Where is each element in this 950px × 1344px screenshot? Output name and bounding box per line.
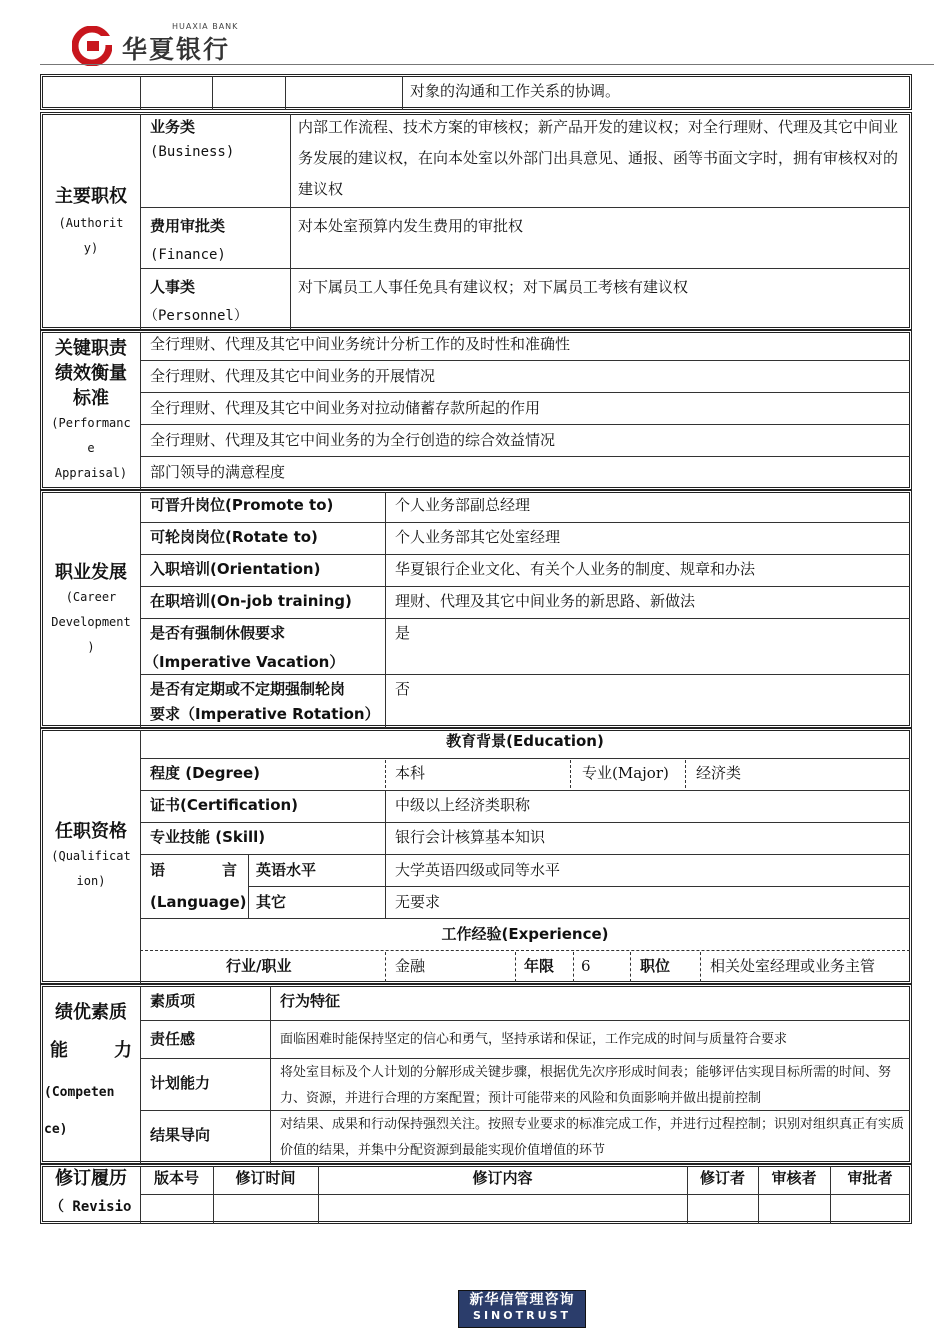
finance-label-en: (Finance) (150, 247, 226, 263)
business-label-en: (Business) (150, 144, 235, 160)
years-value: 6 (581, 957, 591, 975)
sinotrust-logo (458, 1290, 586, 1328)
rotate-value: 个人业务部其它处室经理 (395, 528, 561, 546)
rotation-label-en: 要求（Imperative Rotation） (150, 705, 380, 723)
orientation-label: 入职培训(Orientation) (150, 560, 321, 578)
onjob-value: 理财、代理及其它中间业务的新思路、新做法 (395, 592, 696, 610)
kpi-title: 关键职责 绩效衡量 标准 (55, 338, 127, 409)
major-value: 经济类 (696, 764, 742, 782)
finance-label: 费用审批类 (150, 217, 226, 235)
competence-row-name: 责任感 (150, 1030, 196, 1048)
document-header (72, 20, 940, 68)
skill-value: 银行会计核算基本知识 (395, 828, 546, 846)
competence-row-name: 计划能力 (150, 1074, 211, 1092)
revision-title: 修订履历 (55, 1168, 127, 1189)
qualification-title-en: (Qualificat ion) (51, 849, 131, 888)
other-value: 无要求 (395, 893, 441, 911)
competence-col-behavior: 行为特征 (280, 992, 341, 1010)
degree-value: 本科 (395, 764, 426, 782)
language-label: 言 (222, 861, 238, 879)
top-row-text: 对象的沟通和工作关系的协调。 (410, 82, 621, 100)
kpi-title-en: (Performanc e Appraisal) (51, 416, 131, 480)
revision-header-time: 修订时间 (235, 1169, 296, 1187)
experience-header: 工作经验(Experience) (441, 925, 609, 943)
header-divider (40, 64, 934, 65)
major-label: 专业(Major) (582, 764, 669, 782)
competence-title: 绩优素质 (55, 1002, 127, 1023)
kpi-item: 全行理财、代理及其它中间业务的开展情况 (150, 367, 436, 385)
personnel-text: 对下属员工人事任免具有建议权；对下属员工考核有建议权 (298, 278, 689, 296)
career-title-en: (Career Development ) (51, 590, 131, 654)
competence-row-text: 将处室目标及个人计划的分解形成关键步骤，根据优先次序形成时间表；能够评估实现目标所需的时间、努力、资源，并进行合理的方案配置；预计可能带来的风险和负面影响并做出提前控制 (280, 1065, 892, 1106)
cert-label: 证书(Certification) (150, 796, 299, 814)
english-value: 大学英语四级或同等水平 (395, 861, 561, 879)
revision-header-reviewer: 审核者 (771, 1169, 817, 1187)
education-header: 教育背景(Education) (446, 732, 604, 750)
rotate-label: 可轮岗岗位(Rotate to) (150, 528, 318, 546)
revision-title-en: （ Revisio (50, 1199, 132, 1215)
kpi-item: 全行理财、代理及其它中间业务统计分析工作的及时性和准确性 (150, 335, 571, 353)
competence-row-text: 对结果、成果和行动保持强烈关注。按照专业要求的标准完成工作，并进行过程控制；识别对组织真正有实质价值的结果，并集中分配资源到最能实现价值增值的环节 (280, 1117, 905, 1158)
huaxia-bank-logo-icon (72, 26, 112, 66)
language-label: 语 (150, 861, 166, 879)
revision-header-reviser: 修订者 (699, 1169, 745, 1187)
position-value: 相关处室经理或业务主管 (710, 957, 876, 975)
other-label: 其它 (256, 893, 287, 911)
qualification-title: 任职资格 (55, 821, 127, 842)
vacation-value: 是 (395, 624, 411, 642)
authority-title: 主要职权 (55, 186, 127, 207)
english-label: 英语水平 (256, 861, 317, 879)
bank-name-cn: 华夏银行 (122, 35, 231, 64)
years-label: 年限 (524, 957, 555, 975)
sinotrust-logo-cn: 新华信管理咨询 (469, 1292, 575, 1308)
revision-header-content: 修订内容 (472, 1169, 533, 1187)
degree-label: 程度 (Degree) (150, 764, 261, 782)
skill-label: 专业技能 (Skill) (150, 828, 266, 846)
orientation-value: 华夏银行企业文化、有关个人业务的制度、规章和办法 (395, 560, 756, 578)
rotation-label: 是否有定期或不定期强制轮岗 (150, 680, 346, 698)
onjob-label: 在职培训(On-job training) (150, 592, 352, 610)
competence-title-2: 能 力 (50, 1040, 132, 1061)
business-text: 内部工作流程、技术方案的审核权；新产品开发的建议权；对全行理财、代理及其它中间业务发展的建议权，在向本处室以外部门出具意见、通报、函等书面文字时，拥有审核权对的建议权 (298, 118, 899, 198)
language-label-en: (Language) (150, 893, 247, 911)
vacation-label: 是否有强制休假要求 (150, 624, 286, 642)
competence-title-en: (Competen ce) (44, 1085, 115, 1137)
bank-name-en: HUAXIA BANK (172, 22, 239, 31)
finance-text: 对本处室预算内发生费用的审批权 (298, 217, 524, 235)
vacation-label-en: （Imperative Vacation） (144, 653, 345, 671)
cert-value: 中级以上经济类职称 (395, 796, 531, 814)
career-title: 职业发展 (55, 562, 127, 583)
personnel-label-en: （Personnel） (144, 308, 248, 324)
authority-title-en: (Authorit y) (58, 216, 124, 255)
revision-header-version: 版本号 (153, 1169, 199, 1187)
kpi-item: 全行理财、代理及其它中间业务的为全行创造的综合效益情况 (150, 431, 556, 449)
personnel-label: 人事类 (150, 278, 196, 296)
job-description-table (40, 74, 912, 1224)
kpi-item: 部门领导的满意程度 (150, 463, 286, 481)
promote-label: 可晋升岗位(Promote to) (150, 496, 334, 514)
competence-row-text: 面临困难时能保持坚定的信心和勇气，坚持承诺和保证，工作完成的时间与质量符合要求 (280, 1032, 788, 1047)
revision-header-approver: 审批者 (847, 1169, 893, 1187)
sinotrust-logo-en: SINOTRUST (473, 1309, 571, 1322)
promote-value: 个人业务部副总经理 (395, 496, 531, 514)
competence-col-name: 素质项 (150, 992, 196, 1010)
competence-row-name: 结果导向 (150, 1126, 211, 1144)
rotation-value: 否 (395, 680, 411, 698)
industry-value: 金融 (395, 957, 426, 975)
business-label: 业务类 (150, 118, 196, 136)
position-label: 职位 (640, 957, 671, 975)
kpi-item: 全行理财、代理及其它中间业务对拉动储蓄存款所起的作用 (150, 399, 541, 417)
industry-label: 行业/职业 (226, 957, 292, 975)
